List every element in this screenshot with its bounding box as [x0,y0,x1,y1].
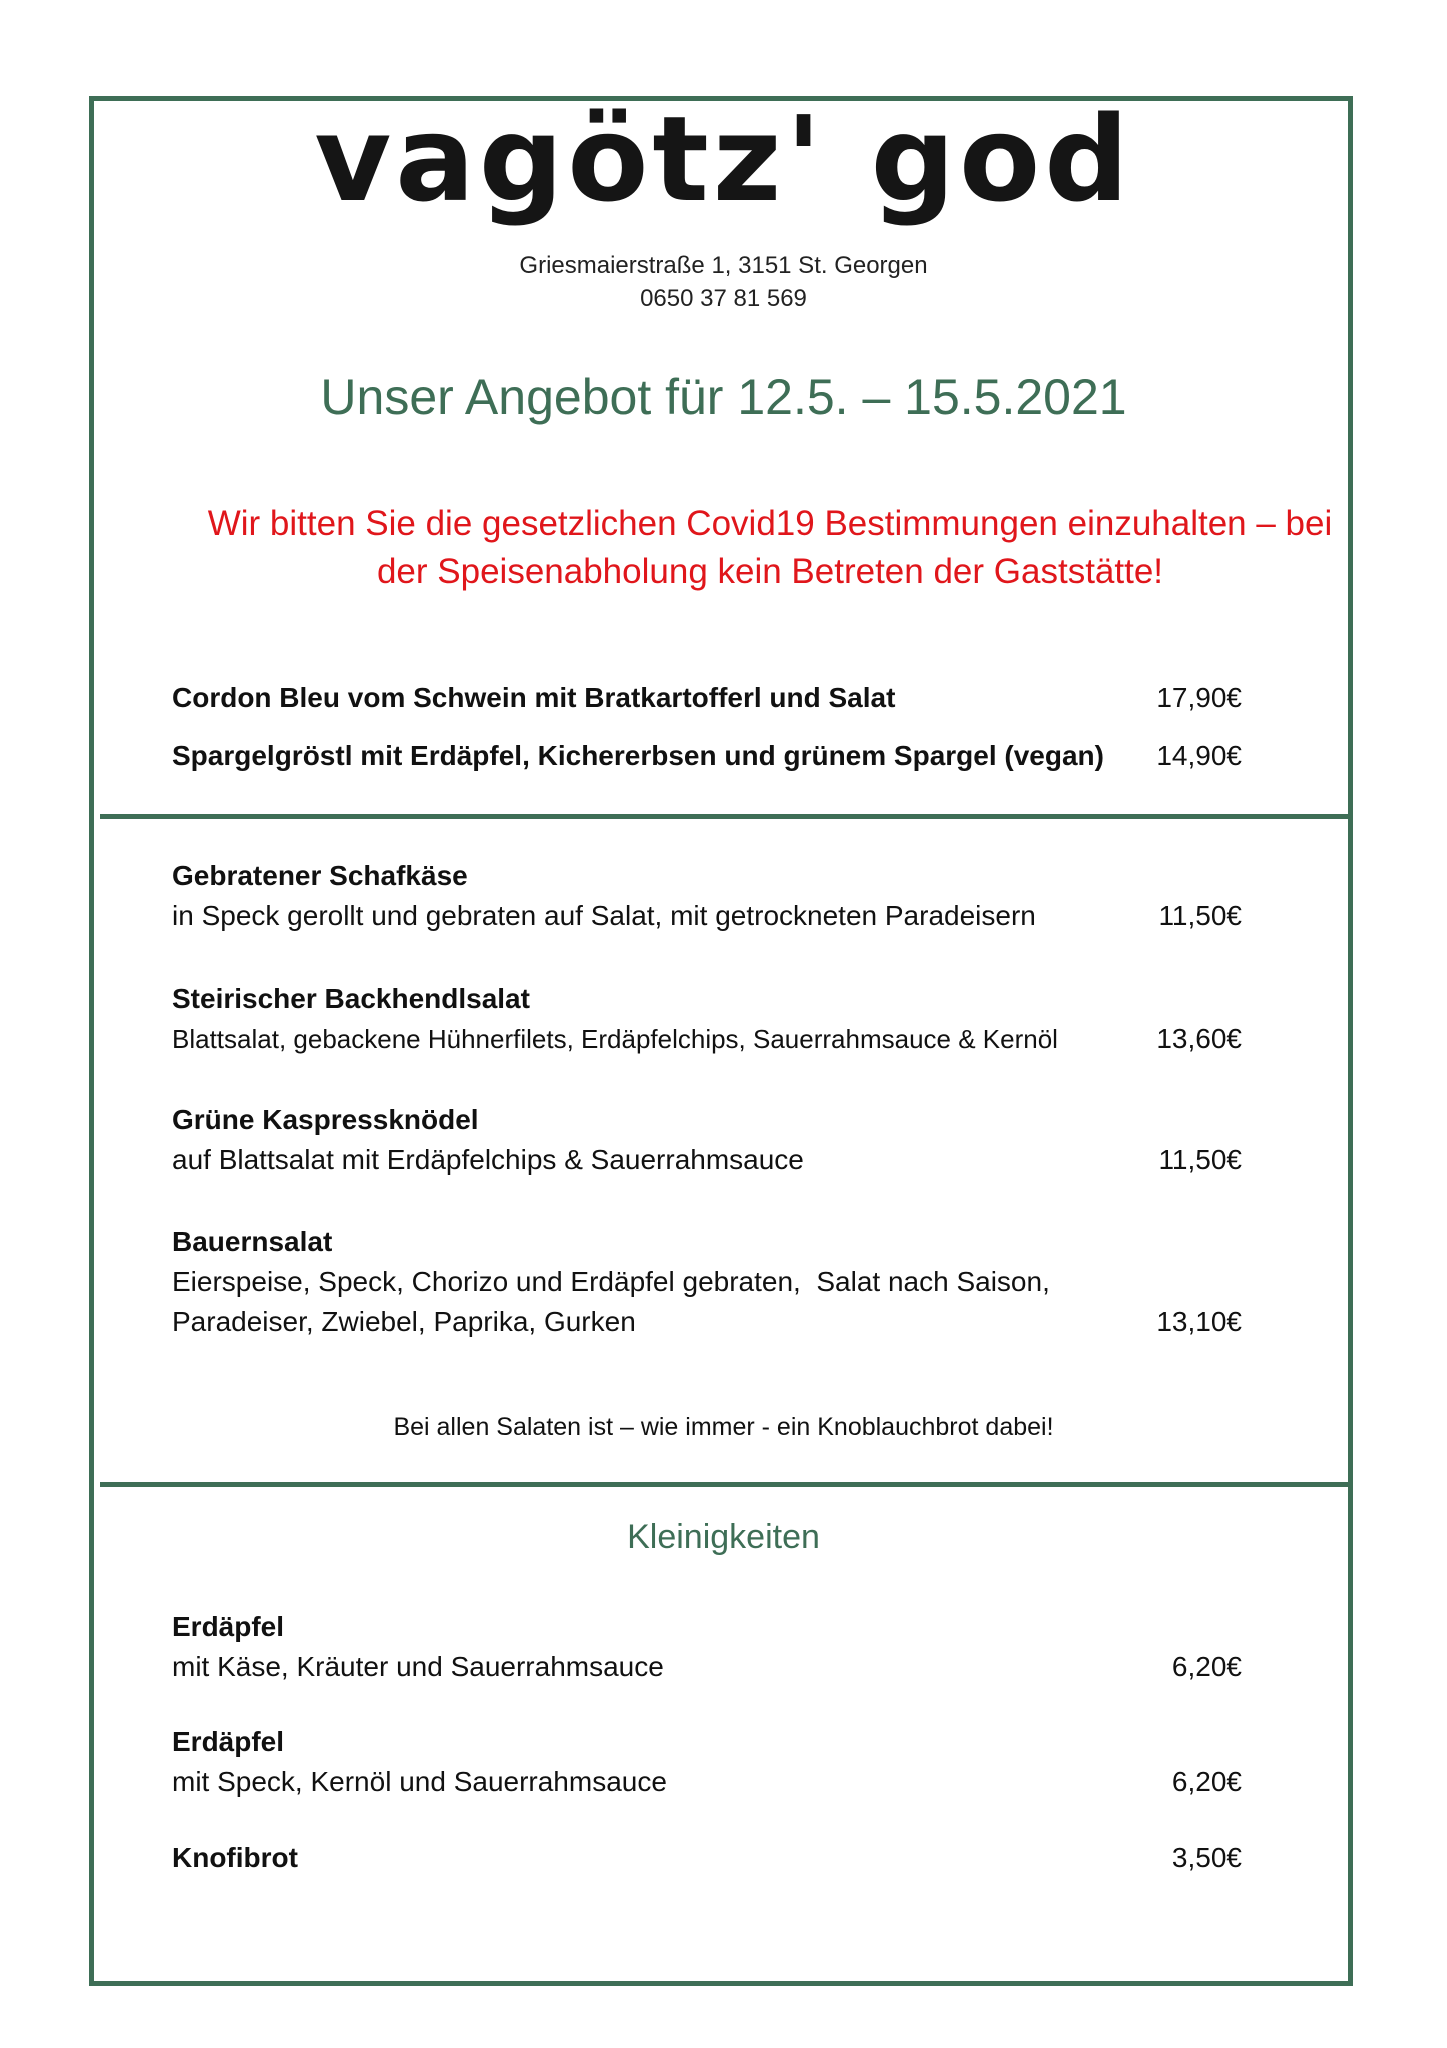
menu-item [172,678,1242,718]
menu-item-price: 6,20€ [1171,1766,1242,1797]
menu-item-name: Bauernsalat [172,1226,333,1257]
menu-item [172,1222,1242,1342]
menu-item-description: mit Speck, Kernöl und Sauerrahmsauce [172,1766,667,1797]
address: Griesmaierstraße 1, 3151 St. Georgen [519,252,928,279]
menu-item [172,1838,1242,1878]
menu-item-name: Spargelgröstl mit Erdäpfel, Kichererbsen und grünem Spargel (vegan) [172,740,1104,771]
menu-item [172,736,1242,776]
menu-item-price: 17,90€ [1156,682,1242,713]
menu-item-name: Steirischer Backhendlsalat [172,983,530,1014]
menu-item-price: 11,50€ [1158,900,1242,931]
phone-number: 0650 37 81 569 [640,285,807,312]
menu-item-price: 14,90€ [1156,740,1242,771]
section-divider [100,1482,1348,1487]
menu-item [172,856,1242,936]
menu-item-description: Blattsalat, gebackene Hühnerfilets, Erdäpfelchips, Sauerrahmsauce & Kernöl [172,1024,1058,1054]
menu-item-name: Gebratener Schafkäse [172,860,468,891]
menu-item-name: Erdäpfel [172,1726,285,1757]
section-heading: Kleinigkeiten [627,1518,820,1556]
menu-item-description: Paradeiser, Zwiebel, Paprika, Gurken [172,1306,636,1337]
menu-item [172,1607,1242,1687]
page-title: Unser Angebot für 12.5. – 15.5.2021 [320,369,1127,425]
menu-item-name: Knofibrot [172,1842,298,1873]
menu-item-description: auf Blattsalat mit Erdäpfelchips & Sauerrahmsauce [172,1144,804,1175]
menu-item-price: 6,20€ [1171,1651,1242,1682]
menu-item-name: Grüne Kaspressknödel [172,1104,479,1135]
menu-item-price: 13,10€ [1156,1306,1242,1337]
menu-item-name: Cordon Bleu vom Schwein mit Bratkartofferl und Salat [172,682,896,713]
menu-item-price: 13,60€ [1156,1023,1242,1054]
salad-note: Bei allen Salaten ist – wie immer - ein Knoblauchbrot dabei! [393,1413,1054,1441]
menu-item-name: Erdäpfel [172,1611,285,1642]
restaurant-logo: vagötz' god [314,90,1133,228]
menu-item-price: 11,50€ [1158,1144,1242,1175]
menu-item-description: in Speck gerollt und gebraten auf Salat, mit getrockneten Paradeisern [172,900,1036,931]
section-divider [100,814,1348,819]
menu-item-description: Eierspeise, Speck, Chorizo und Erdäpfel gebraten, Salat nach Saison, [172,1266,1050,1297]
menu-item [172,979,1242,1059]
covid-notice: Wir bitten Sie die gesetzlichen Covid19 Bestimmungen einzuhalten – bei der Speisenabholung kein Betreten der Gaststätte! [207,504,1333,591]
menu-item-price: 3,50€ [1171,1842,1242,1873]
menu-item [172,1722,1242,1802]
menu-item-description: mit Käse, Kräuter und Sauerrahmsauce [172,1651,664,1682]
menu-item [172,1100,1242,1180]
